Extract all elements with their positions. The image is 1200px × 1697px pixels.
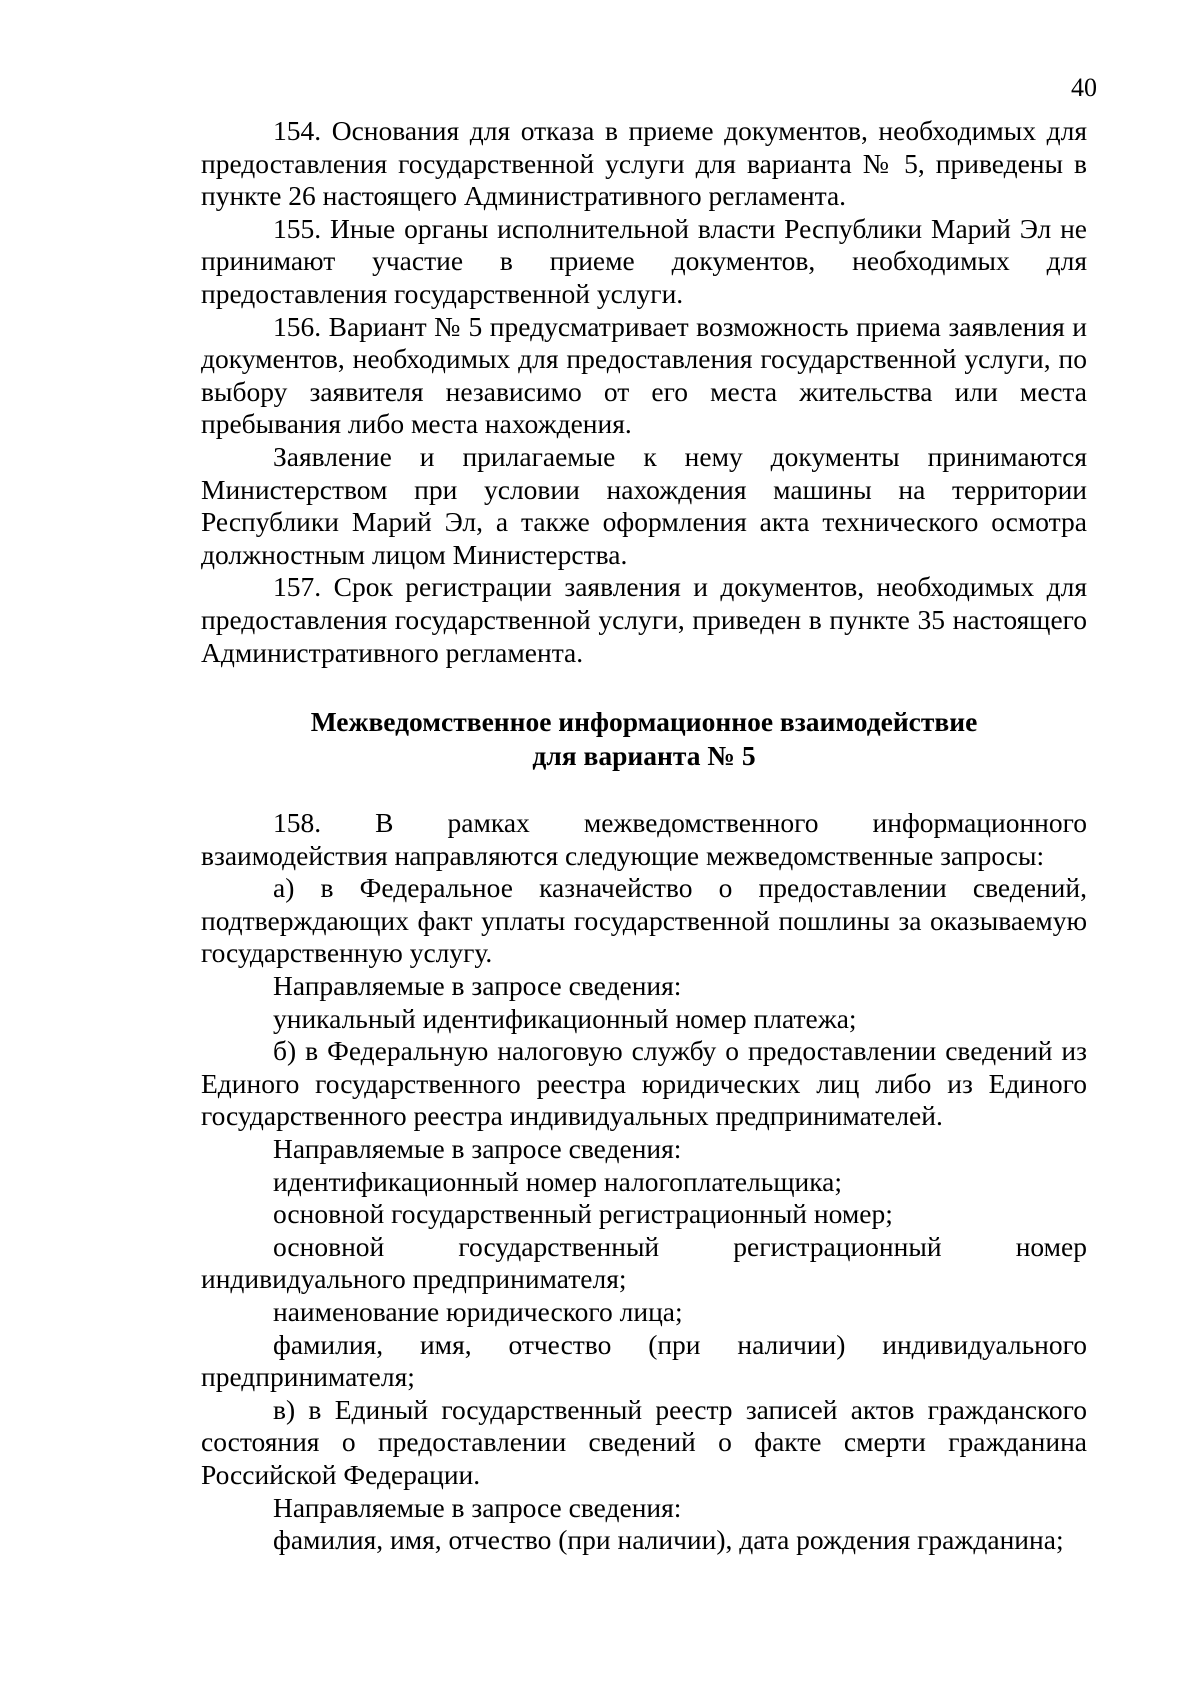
paragraph-156-continuation: Заявление и прилагаемые к нему документы принимаются Министерством при условии нахождения машины на территории Республики Марий Эл, а также оформления акта технического осмотра должностным лицом Министерства. — [201, 440, 1087, 570]
page-number: 40 — [1071, 73, 1097, 102]
paragraph-155: 155. Иные органы исполнительной власти Республики Марий Эл не принимают участие в приеме документов, необходимых для предоставления государственной услуги. — [201, 212, 1087, 309]
section-heading-line-1: Межведомственное информационное взаимодействие — [310, 706, 978, 738]
request-data-item-legal-name: наименование юридического лица; — [273, 1296, 683, 1327]
request-data-label-v: Направляемые в запросе сведения: — [273, 1491, 682, 1523]
section-heading-line-2: для варианта № 5 — [532, 740, 756, 772]
paragraph-158-v: в) в Единый государственный реестр записей актов гражданского состояния о предоставлении сведений о факте смерти гражданина Российской Федерации. — [201, 1393, 1087, 1490]
request-data-item-payment-id: уникальный идентификационный номер платежа; — [273, 1002, 857, 1034]
section-heading — [201, 705, 1087, 773]
paragraph-158-b: б) в Федеральную налоговую службу о предоставлении сведений из Единого государственного реестра юридических лиц либо из Единого государственного реестра индивидуальных предпринимателей. — [201, 1035, 1087, 1132]
paragraph-158: 158. В рамках межведомственного информационного взаимодействия направляются следующие межведомственные запросы: — [201, 807, 1087, 871]
request-data-item-ogrn: основной государственный регистрационный номер; — [273, 1198, 893, 1230]
request-data-item-entrepreneur-name: фамилия, имя, отчество (при наличии) индивидуального предпринимателя; — [201, 1328, 1087, 1393]
request-data-item-inn: идентификационный номер налогоплательщика; — [273, 1165, 843, 1197]
paragraph-156: 156. Вариант № 5 предусматривает возможность приема заявления и документов, необходимых для предоставления государственной услуги, по выбору заявителя независимо от его места жительства или места пребывания либо места нахождения. — [201, 310, 1087, 440]
paragraph-157: 157. Срок регистрации заявления и документов, необходимых для предоставления государственной услуги, приведен в пункте 35 настоящего Административного регламента. — [201, 571, 1087, 668]
paragraph-154: 154. Основания для отказа в приеме документов, необходимых для предоставления государственной услуги для варианта № 5, приведены в пункте 26 настоящего Административного регламента. — [201, 115, 1087, 212]
document-body — [201, 115, 1087, 1557]
request-data-label-a: Направляемые в запросе сведения: — [273, 970, 682, 1002]
request-data-item-citizen-name-birthdate: фамилия, имя, отчество (при наличии), дата рождения гражданина; — [273, 1524, 1064, 1556]
paragraph-158-a: а) в Федеральное казначейство о предоставлении сведений, подтверждающих факт уплаты государственной пошлины за оказываемую государственную услугу. — [201, 872, 1087, 969]
request-data-item-ogrnip: основной государственный регистрационный номер индивидуального предпринимателя; — [201, 1230, 1087, 1295]
request-data-label-b: Направляемые в запросе сведения: — [273, 1133, 682, 1165]
